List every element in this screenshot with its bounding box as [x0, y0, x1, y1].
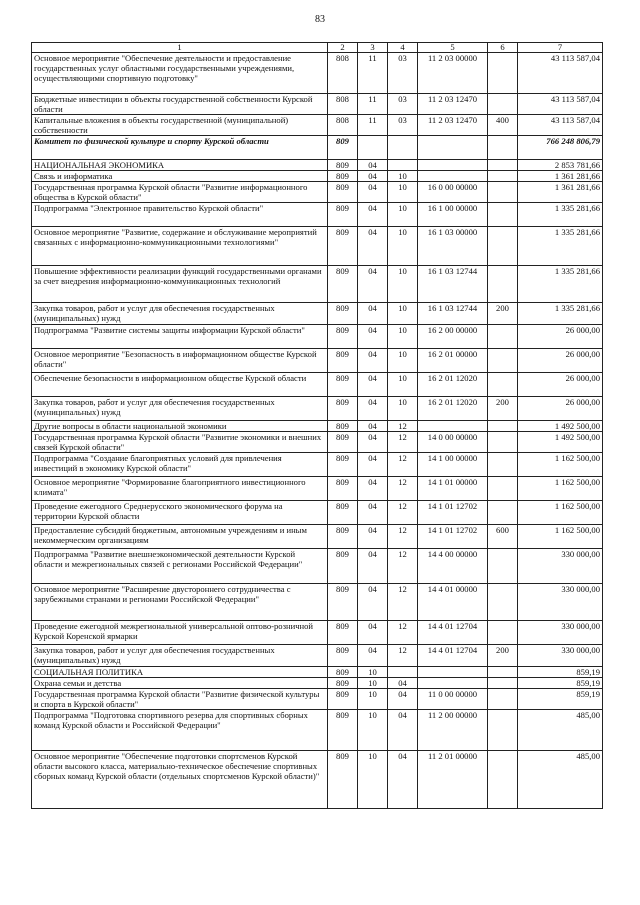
- table-row: [32, 53, 603, 94]
- row-name-cell: Государственная программа Курской области "Развитие экономики и внешних связей Курской области": [32, 432, 328, 453]
- table-row: [32, 710, 603, 751]
- row-admin-code-cell: 809: [328, 349, 358, 373]
- row-name-cell: Капитальные вложения в объекты государственной (муниципальной) собственности: [32, 115, 328, 136]
- row-admin-code-cell: 809: [328, 266, 358, 303]
- row-subsection-cell: 10: [388, 266, 418, 303]
- row-admin-code-cell: 809: [328, 525, 358, 549]
- row-name-cell: Повышение эффективности реализации функций государственными органами за счет внедрения информационно-коммуникационных технологий: [32, 266, 328, 303]
- row-amount-cell: 26 000,00: [518, 325, 603, 349]
- row-target-article-cell: 14 4 01 00000: [418, 584, 488, 621]
- row-amount-cell: 330 000,00: [518, 584, 603, 621]
- row-admin-code-cell: 809: [328, 136, 358, 160]
- row-amount-cell: 1 335 281,66: [518, 227, 603, 266]
- header-row: [32, 43, 603, 53]
- row-name-cell: НАЦИОНАЛЬНАЯ ЭКОНОМИКА: [32, 160, 328, 171]
- row-target-article-cell: 14 1 01 12702: [418, 525, 488, 549]
- row-admin-code-cell: 809: [328, 621, 358, 645]
- row-expense-type-cell: [488, 549, 518, 584]
- row-expense-type-cell: [488, 182, 518, 203]
- table-row: [32, 678, 603, 689]
- row-subsection-cell: 10: [388, 397, 418, 421]
- row-target-article-cell: [418, 667, 488, 678]
- row-expense-type-cell: [488, 349, 518, 373]
- row-admin-code-cell: 809: [328, 432, 358, 453]
- row-amount-cell: 26 000,00: [518, 373, 603, 397]
- row-expense-type-cell: [488, 667, 518, 678]
- row-section-cell: 04: [358, 182, 388, 203]
- row-expense-type-cell: [488, 432, 518, 453]
- row-target-article-cell: 16 1 03 00000: [418, 227, 488, 266]
- row-expense-type-cell: [488, 751, 518, 809]
- table-row: [32, 751, 603, 809]
- table-row: [32, 645, 603, 667]
- row-section-cell: 04: [358, 621, 388, 645]
- table-row: [32, 266, 603, 303]
- row-target-article-cell: 14 0 00 00000: [418, 432, 488, 453]
- row-expense-type-cell: [488, 621, 518, 645]
- row-section-cell: 04: [358, 325, 388, 349]
- row-amount-cell: 26 000,00: [518, 349, 603, 373]
- table-row: [32, 136, 603, 160]
- table-row: [32, 584, 603, 621]
- row-name-cell: Подпрограмма "Развитие системы защиты информации Курской области": [32, 325, 328, 349]
- row-subsection-cell: 12: [388, 549, 418, 584]
- row-amount-cell: 1 492 500,00: [518, 421, 603, 432]
- row-name-cell: Связь и информатика: [32, 171, 328, 182]
- row-subsection-cell: 10: [388, 325, 418, 349]
- row-section-cell: 10: [358, 667, 388, 678]
- row-admin-code-cell: 809: [328, 549, 358, 584]
- row-subsection-cell: 12: [388, 501, 418, 525]
- row-name-cell: Бюджетные инвестиции в объекты государственной собственности Курской области: [32, 94, 328, 115]
- column-header: 7: [518, 43, 603, 53]
- row-admin-code-cell: 809: [328, 303, 358, 325]
- table-row: [32, 227, 603, 266]
- row-amount-cell: 43 113 587,04: [518, 115, 603, 136]
- row-admin-code-cell: 809: [328, 645, 358, 667]
- column-header: 2: [328, 43, 358, 53]
- row-subsection-cell: 10: [388, 227, 418, 266]
- row-name-cell: Подпрограмма "Подготовка спортивного резерва для спортивных сборных команд Курской области и Российской Федерации": [32, 710, 328, 751]
- table-row: [32, 203, 603, 227]
- row-name-cell: Основное мероприятие "Расширение двустороннего сотрудничества с зарубежными странами и регионами Российской Федерации": [32, 584, 328, 621]
- table-row: [32, 501, 603, 525]
- table-row: [32, 477, 603, 501]
- row-subsection-cell: 12: [388, 645, 418, 667]
- row-expense-type-cell: 400: [488, 115, 518, 136]
- row-section-cell: 10: [358, 689, 388, 710]
- row-expense-type-cell: 600: [488, 525, 518, 549]
- column-header: 6: [488, 43, 518, 53]
- row-section-cell: 04: [358, 171, 388, 182]
- row-subsection-cell: 12: [388, 453, 418, 477]
- row-section-cell: 04: [358, 373, 388, 397]
- table-row: [32, 432, 603, 453]
- row-subsection-cell: 10: [388, 373, 418, 397]
- row-expense-type-cell: [488, 136, 518, 160]
- row-subsection-cell: 04: [388, 710, 418, 751]
- row-subsection-cell: 04: [388, 678, 418, 689]
- row-name-cell: Государственная программа Курской области "Развитие физической культуры и спорта в Курской области": [32, 689, 328, 710]
- row-admin-code-cell: 809: [328, 710, 358, 751]
- row-target-article-cell: 11 2 00 00000: [418, 710, 488, 751]
- row-subsection-cell: 12: [388, 621, 418, 645]
- row-section-cell: 11: [358, 53, 388, 94]
- row-subsection-cell: 10: [388, 182, 418, 203]
- row-expense-type-cell: [488, 171, 518, 182]
- row-admin-code-cell: 808: [328, 94, 358, 115]
- row-expense-type-cell: 200: [488, 397, 518, 421]
- table-row: [32, 549, 603, 584]
- row-amount-cell: 859,19: [518, 667, 603, 678]
- row-name-cell: Закупка товаров, работ и услуг для обеспечения государственных (муниципальных) нужд: [32, 303, 328, 325]
- row-amount-cell: 485,00: [518, 751, 603, 809]
- row-target-article-cell: [418, 678, 488, 689]
- row-expense-type-cell: [488, 584, 518, 621]
- row-section-cell: [358, 136, 388, 160]
- row-expense-type-cell: [488, 266, 518, 303]
- row-amount-cell: 26 000,00: [518, 397, 603, 421]
- row-section-cell: 04: [358, 584, 388, 621]
- row-subsection-cell: 10: [388, 203, 418, 227]
- row-section-cell: 10: [358, 710, 388, 751]
- row-target-article-cell: 14 1 00 00000: [418, 453, 488, 477]
- row-expense-type-cell: [488, 227, 518, 266]
- row-target-article-cell: 16 1 03 12744: [418, 266, 488, 303]
- row-section-cell: 04: [358, 227, 388, 266]
- row-admin-code-cell: 808: [328, 53, 358, 94]
- row-expense-type-cell: [488, 373, 518, 397]
- row-section-cell: 11: [358, 94, 388, 115]
- row-amount-cell: 43 113 587,04: [518, 94, 603, 115]
- row-amount-cell: 859,19: [518, 678, 603, 689]
- table-row: [32, 160, 603, 171]
- row-name-cell: Основное мероприятие "Безопасность в информационном обществе Курской области": [32, 349, 328, 373]
- row-target-article-cell: 11 2 03 00000: [418, 53, 488, 94]
- table-row: [32, 182, 603, 203]
- row-name-cell: Подпрограмма "Развитие внешнеэкономической деятельности Курской области и межрегиональных связей с регионами Российской Федерации": [32, 549, 328, 584]
- row-target-article-cell: 14 4 01 12704: [418, 645, 488, 667]
- row-amount-cell: 330 000,00: [518, 621, 603, 645]
- row-subsection-cell: 12: [388, 432, 418, 453]
- row-name-cell: Основное мероприятие "Формирование благоприятного инвестиционного климата": [32, 477, 328, 501]
- row-admin-code-cell: 809: [328, 397, 358, 421]
- row-amount-cell: 1 162 500,00: [518, 477, 603, 501]
- row-amount-cell: 43 113 587,04: [518, 53, 603, 94]
- row-amount-cell: 330 000,00: [518, 549, 603, 584]
- row-subsection-cell: 12: [388, 477, 418, 501]
- row-subsection-cell: [388, 136, 418, 160]
- row-target-article-cell: 14 4 01 12704: [418, 621, 488, 645]
- row-amount-cell: 485,00: [518, 710, 603, 751]
- table-row: [32, 325, 603, 349]
- row-expense-type-cell: [488, 160, 518, 171]
- row-expense-type-cell: [488, 710, 518, 751]
- row-target-article-cell: 14 1 01 12702: [418, 501, 488, 525]
- row-name-cell: Государственная программа Курской области "Развитие информационного общества в Курской области": [32, 182, 328, 203]
- row-target-article-cell: 16 2 00 00000: [418, 325, 488, 349]
- column-header: 4: [388, 43, 418, 53]
- row-name-cell: Основное мероприятие "Обеспечение подготовки спортсменов Курской области высокого класса, материально-техническое обеспечение спортивных сборных команд Курской области (отдельных спортсменов Курской области)": [32, 751, 328, 809]
- row-expense-type-cell: [488, 94, 518, 115]
- row-expense-type-cell: 200: [488, 303, 518, 325]
- row-target-article-cell: 11 2 01 00000: [418, 751, 488, 809]
- table-row: [32, 94, 603, 115]
- row-admin-code-cell: 809: [328, 160, 358, 171]
- row-target-article-cell: 16 2 01 00000: [418, 349, 488, 373]
- table-row: [32, 303, 603, 325]
- row-admin-code-cell: 809: [328, 421, 358, 432]
- table-row: [32, 115, 603, 136]
- row-section-cell: 04: [358, 349, 388, 373]
- row-amount-cell: 1 335 281,66: [518, 303, 603, 325]
- row-expense-type-cell: [488, 53, 518, 94]
- row-name-cell: СОЦИАЛЬНАЯ ПОЛИТИКА: [32, 667, 328, 678]
- row-section-cell: 04: [358, 160, 388, 171]
- row-section-cell: 04: [358, 266, 388, 303]
- row-target-article-cell: 16 2 01 12020: [418, 397, 488, 421]
- table-row: [32, 453, 603, 477]
- row-section-cell: 04: [358, 645, 388, 667]
- table-row: [32, 373, 603, 397]
- row-amount-cell: 1 162 500,00: [518, 501, 603, 525]
- row-admin-code-cell: 809: [328, 373, 358, 397]
- row-section-cell: 10: [358, 678, 388, 689]
- row-name-cell: Предоставление субсидий бюджетным, автономным учреждениям и иным некоммерческим организациям: [32, 525, 328, 549]
- row-section-cell: 04: [358, 525, 388, 549]
- row-target-article-cell: 14 4 00 00000: [418, 549, 488, 584]
- row-target-article-cell: 16 1 00 00000: [418, 203, 488, 227]
- row-target-article-cell: 11 2 03 12470: [418, 94, 488, 115]
- column-header: 3: [358, 43, 388, 53]
- row-subsection-cell: 03: [388, 53, 418, 94]
- row-name-cell: Проведение ежегодной межрегиональной универсальной оптово-розничной Курской Коренской ярмарки: [32, 621, 328, 645]
- row-admin-code-cell: 809: [328, 453, 358, 477]
- row-name-cell: Обеспечение безопасности в информационном обществе Курской области: [32, 373, 328, 397]
- row-expense-type-cell: [488, 203, 518, 227]
- row-section-cell: 04: [358, 421, 388, 432]
- row-admin-code-cell: 809: [328, 182, 358, 203]
- row-name-cell: Закупка товаров, работ и услуг для обеспечения государственных (муниципальных) нужд: [32, 645, 328, 667]
- table-row: [32, 667, 603, 678]
- row-subsection-cell: 10: [388, 171, 418, 182]
- row-expense-type-cell: [488, 678, 518, 689]
- row-admin-code-cell: 809: [328, 227, 358, 266]
- row-section-cell: 04: [358, 432, 388, 453]
- row-name-cell: Закупка товаров, работ и услуг для обеспечения государственных (муниципальных) нужд: [32, 397, 328, 421]
- row-subsection-cell: 04: [388, 751, 418, 809]
- row-target-article-cell: 16 0 00 00000: [418, 182, 488, 203]
- row-amount-cell: 859,19: [518, 689, 603, 710]
- row-section-cell: 10: [358, 751, 388, 809]
- row-admin-code-cell: 809: [328, 501, 358, 525]
- row-subsection-cell: 12: [388, 525, 418, 549]
- row-subsection-cell: 03: [388, 94, 418, 115]
- row-expense-type-cell: 200: [488, 645, 518, 667]
- row-admin-code-cell: 809: [328, 689, 358, 710]
- row-section-cell: 04: [358, 203, 388, 227]
- row-expense-type-cell: [488, 477, 518, 501]
- row-amount-cell: 2 853 781,66: [518, 160, 603, 171]
- row-amount-cell: 1 162 500,00: [518, 525, 603, 549]
- row-name-cell: Подпрограмма "Электронное правительство Курской области": [32, 203, 328, 227]
- row-subsection-cell: 12: [388, 421, 418, 432]
- row-amount-cell: 1 361 281,66: [518, 182, 603, 203]
- budget-table: [31, 42, 603, 809]
- table-row: [32, 349, 603, 373]
- row-expense-type-cell: [488, 689, 518, 710]
- row-target-article-cell: [418, 421, 488, 432]
- row-admin-code-cell: 809: [328, 171, 358, 182]
- row-expense-type-cell: [488, 421, 518, 432]
- row-amount-cell: 1 162 500,00: [518, 453, 603, 477]
- row-target-article-cell: [418, 160, 488, 171]
- row-expense-type-cell: [488, 453, 518, 477]
- row-amount-cell: 766 248 806,79: [518, 136, 603, 160]
- row-target-article-cell: 11 2 03 12470: [418, 115, 488, 136]
- row-expense-type-cell: [488, 501, 518, 525]
- row-admin-code-cell: 809: [328, 584, 358, 621]
- row-admin-code-cell: 809: [328, 203, 358, 227]
- row-admin-code-cell: 809: [328, 678, 358, 689]
- row-amount-cell: 1 492 500,00: [518, 432, 603, 453]
- row-name-cell: Основное мероприятие "Развитие, содержание и обслуживание мероприятий связанных с информационно-коммуникационными технологиями": [32, 227, 328, 266]
- row-section-cell: 04: [358, 453, 388, 477]
- row-expense-type-cell: [488, 325, 518, 349]
- column-header: 1: [32, 43, 328, 53]
- row-subsection-cell: 10: [388, 349, 418, 373]
- row-section-cell: 04: [358, 549, 388, 584]
- row-amount-cell: 330 000,00: [518, 645, 603, 667]
- row-target-article-cell: 11 0 00 00000: [418, 689, 488, 710]
- row-admin-code-cell: 809: [328, 325, 358, 349]
- row-section-cell: 11: [358, 115, 388, 136]
- row-target-article-cell: 14 1 01 00000: [418, 477, 488, 501]
- table-row: [32, 171, 603, 182]
- table-row: [32, 397, 603, 421]
- column-header: 5: [418, 43, 488, 53]
- row-target-article-cell: [418, 171, 488, 182]
- table-row: [32, 621, 603, 645]
- row-admin-code-cell: 809: [328, 477, 358, 501]
- table-row: [32, 525, 603, 549]
- row-target-article-cell: 16 2 01 12020: [418, 373, 488, 397]
- row-name-cell: Основное мероприятие "Обеспечение деятельности и предоставление государственных услуг областными государственными учреждениями, осуществляющими спортивную подготовку": [32, 53, 328, 94]
- row-section-cell: 04: [358, 303, 388, 325]
- row-amount-cell: 1 335 281,66: [518, 266, 603, 303]
- row-admin-code-cell: 809: [328, 751, 358, 809]
- row-name-cell: Проведение ежегодного Среднерусского экономического форума на территории Курской области: [32, 501, 328, 525]
- row-subsection-cell: 04: [388, 689, 418, 710]
- row-subsection-cell: 03: [388, 115, 418, 136]
- row-subsection-cell: 10: [388, 303, 418, 325]
- table-row: [32, 421, 603, 432]
- row-amount-cell: 1 361 281,66: [518, 171, 603, 182]
- row-name-cell: Другие вопросы в области национальной экономики: [32, 421, 328, 432]
- row-name-cell: Охрана семьи и детства: [32, 678, 328, 689]
- row-section-cell: 04: [358, 397, 388, 421]
- page-number: 83: [315, 14, 325, 25]
- row-subsection-cell: [388, 667, 418, 678]
- row-name-cell: Комитет по физической культуре и спорту Курской области: [32, 136, 328, 160]
- row-subsection-cell: [388, 160, 418, 171]
- row-section-cell: 04: [358, 477, 388, 501]
- row-section-cell: 04: [358, 501, 388, 525]
- row-amount-cell: 1 335 281,66: [518, 203, 603, 227]
- row-target-article-cell: 16 1 03 12744: [418, 303, 488, 325]
- row-admin-code-cell: 809: [328, 667, 358, 678]
- row-name-cell: Подпрограмма "Создание благоприятных условий для привлечения инвестиций в экономику Курской области": [32, 453, 328, 477]
- table-row: [32, 689, 603, 710]
- row-subsection-cell: 12: [388, 584, 418, 621]
- row-target-article-cell: [418, 136, 488, 160]
- row-admin-code-cell: 808: [328, 115, 358, 136]
